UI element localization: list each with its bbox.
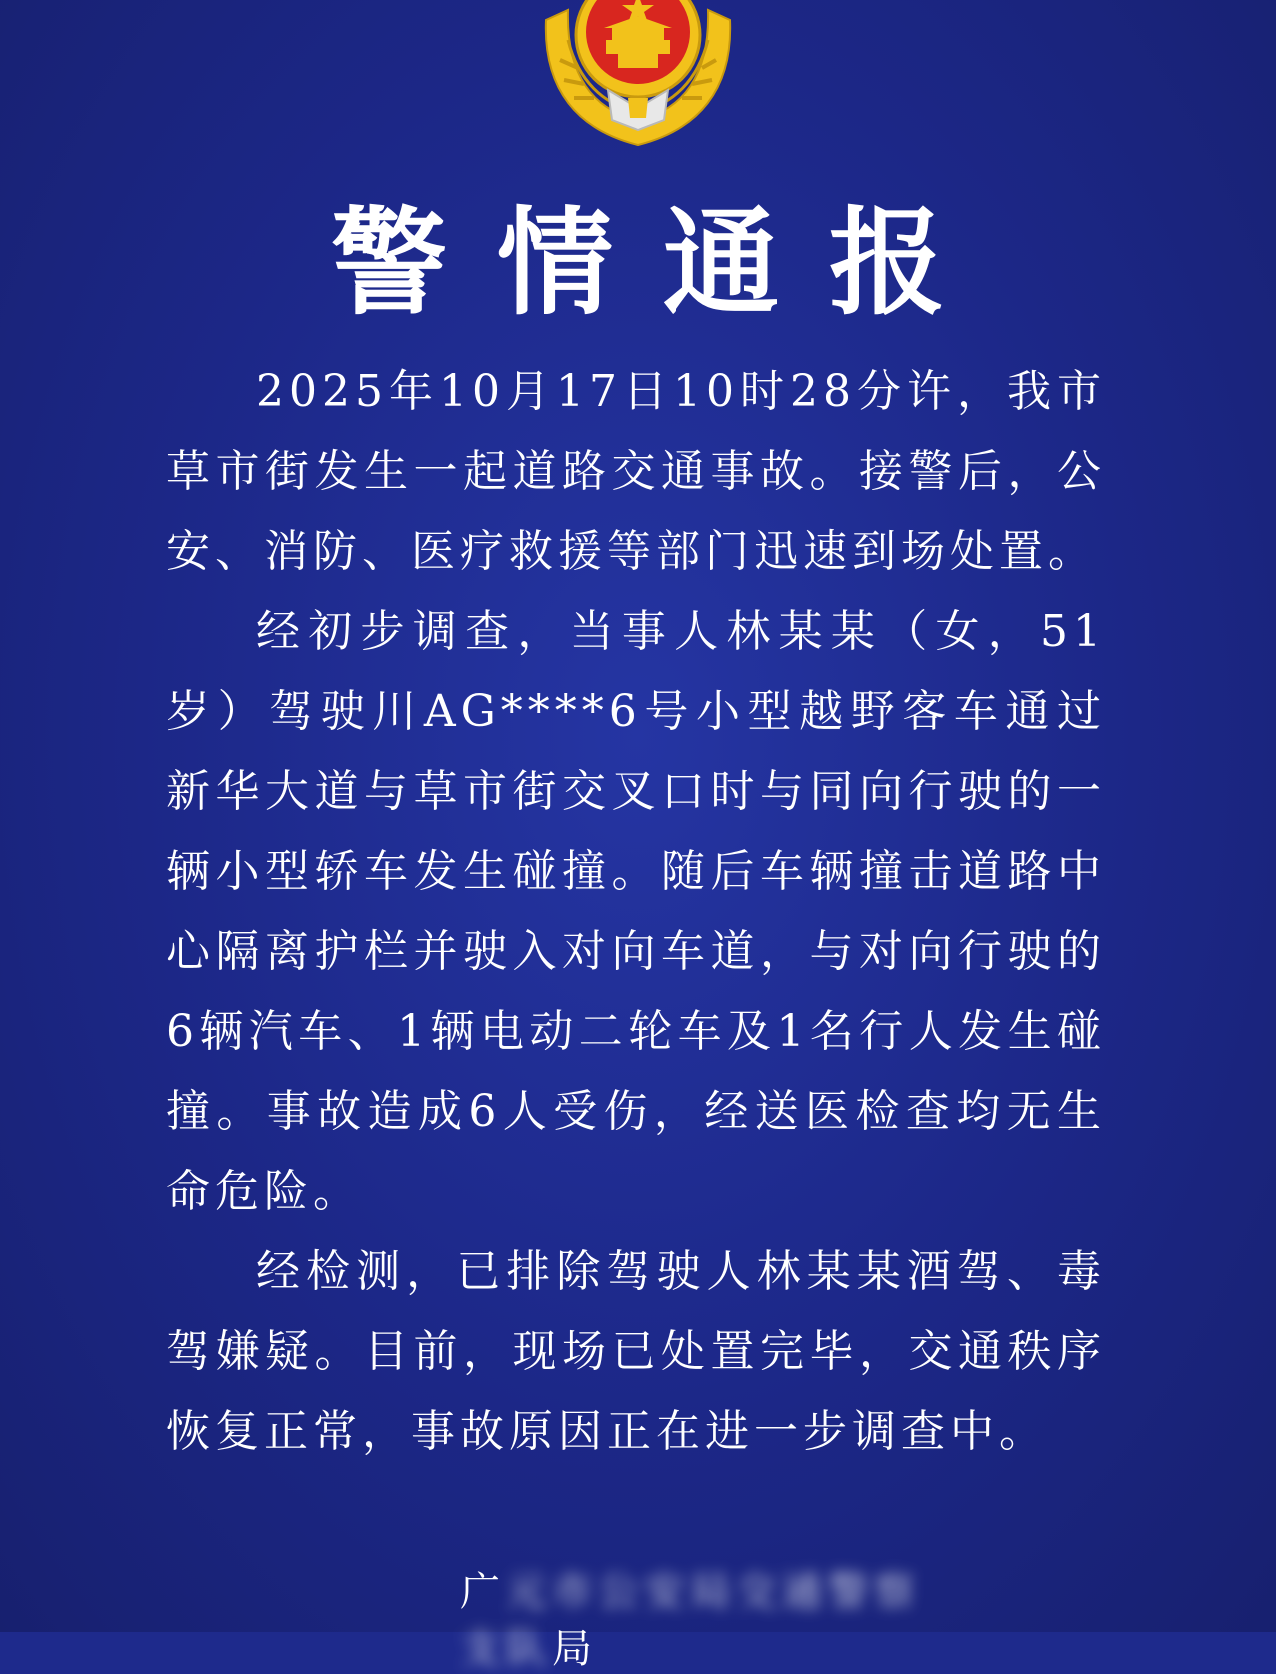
notice-body: [166, 352, 1106, 1472]
signature-blurred-text: 元市公安局交通警察支队: [460, 1569, 920, 1672]
notice-title: 警情通报: [331, 196, 995, 331]
signature-last-char: 局: [552, 1626, 598, 1672]
signature-first-char: 广: [460, 1569, 506, 1615]
paragraph-3: 经检测，已排除驾驶人林某某酒驾、毒驾嫌疑。目前，现场已处置完毕，交通秩序恢复正常，事故原因正在进一步调查中。: [166, 1246, 1106, 1457]
police-badge-icon: [538, 0, 738, 150]
issuer-signature: [460, 1560, 960, 1672]
paragraph-1: 2025年10月17日10时28分许，我市草市街发生一起道路交通事故。接警后，公安、消防、医疗救援等部门迅速到场处置。: [166, 366, 1106, 577]
paragraph-2: 经初步调查，当事人林某某（女，51岁）驾驶川AG****6号小型越野客车通过新华大道与草市街交叉口时与同向行驶的一辆小型轿车发生碰撞。随后车辆撞击道路中心隔离护栏并驶入对向车道，与对向行驶的6辆汽车、1辆电动二轮车及1名行人发生碰撞。事故造成6人受伤，经送医检查均无生命危险。: [166, 606, 1106, 1217]
